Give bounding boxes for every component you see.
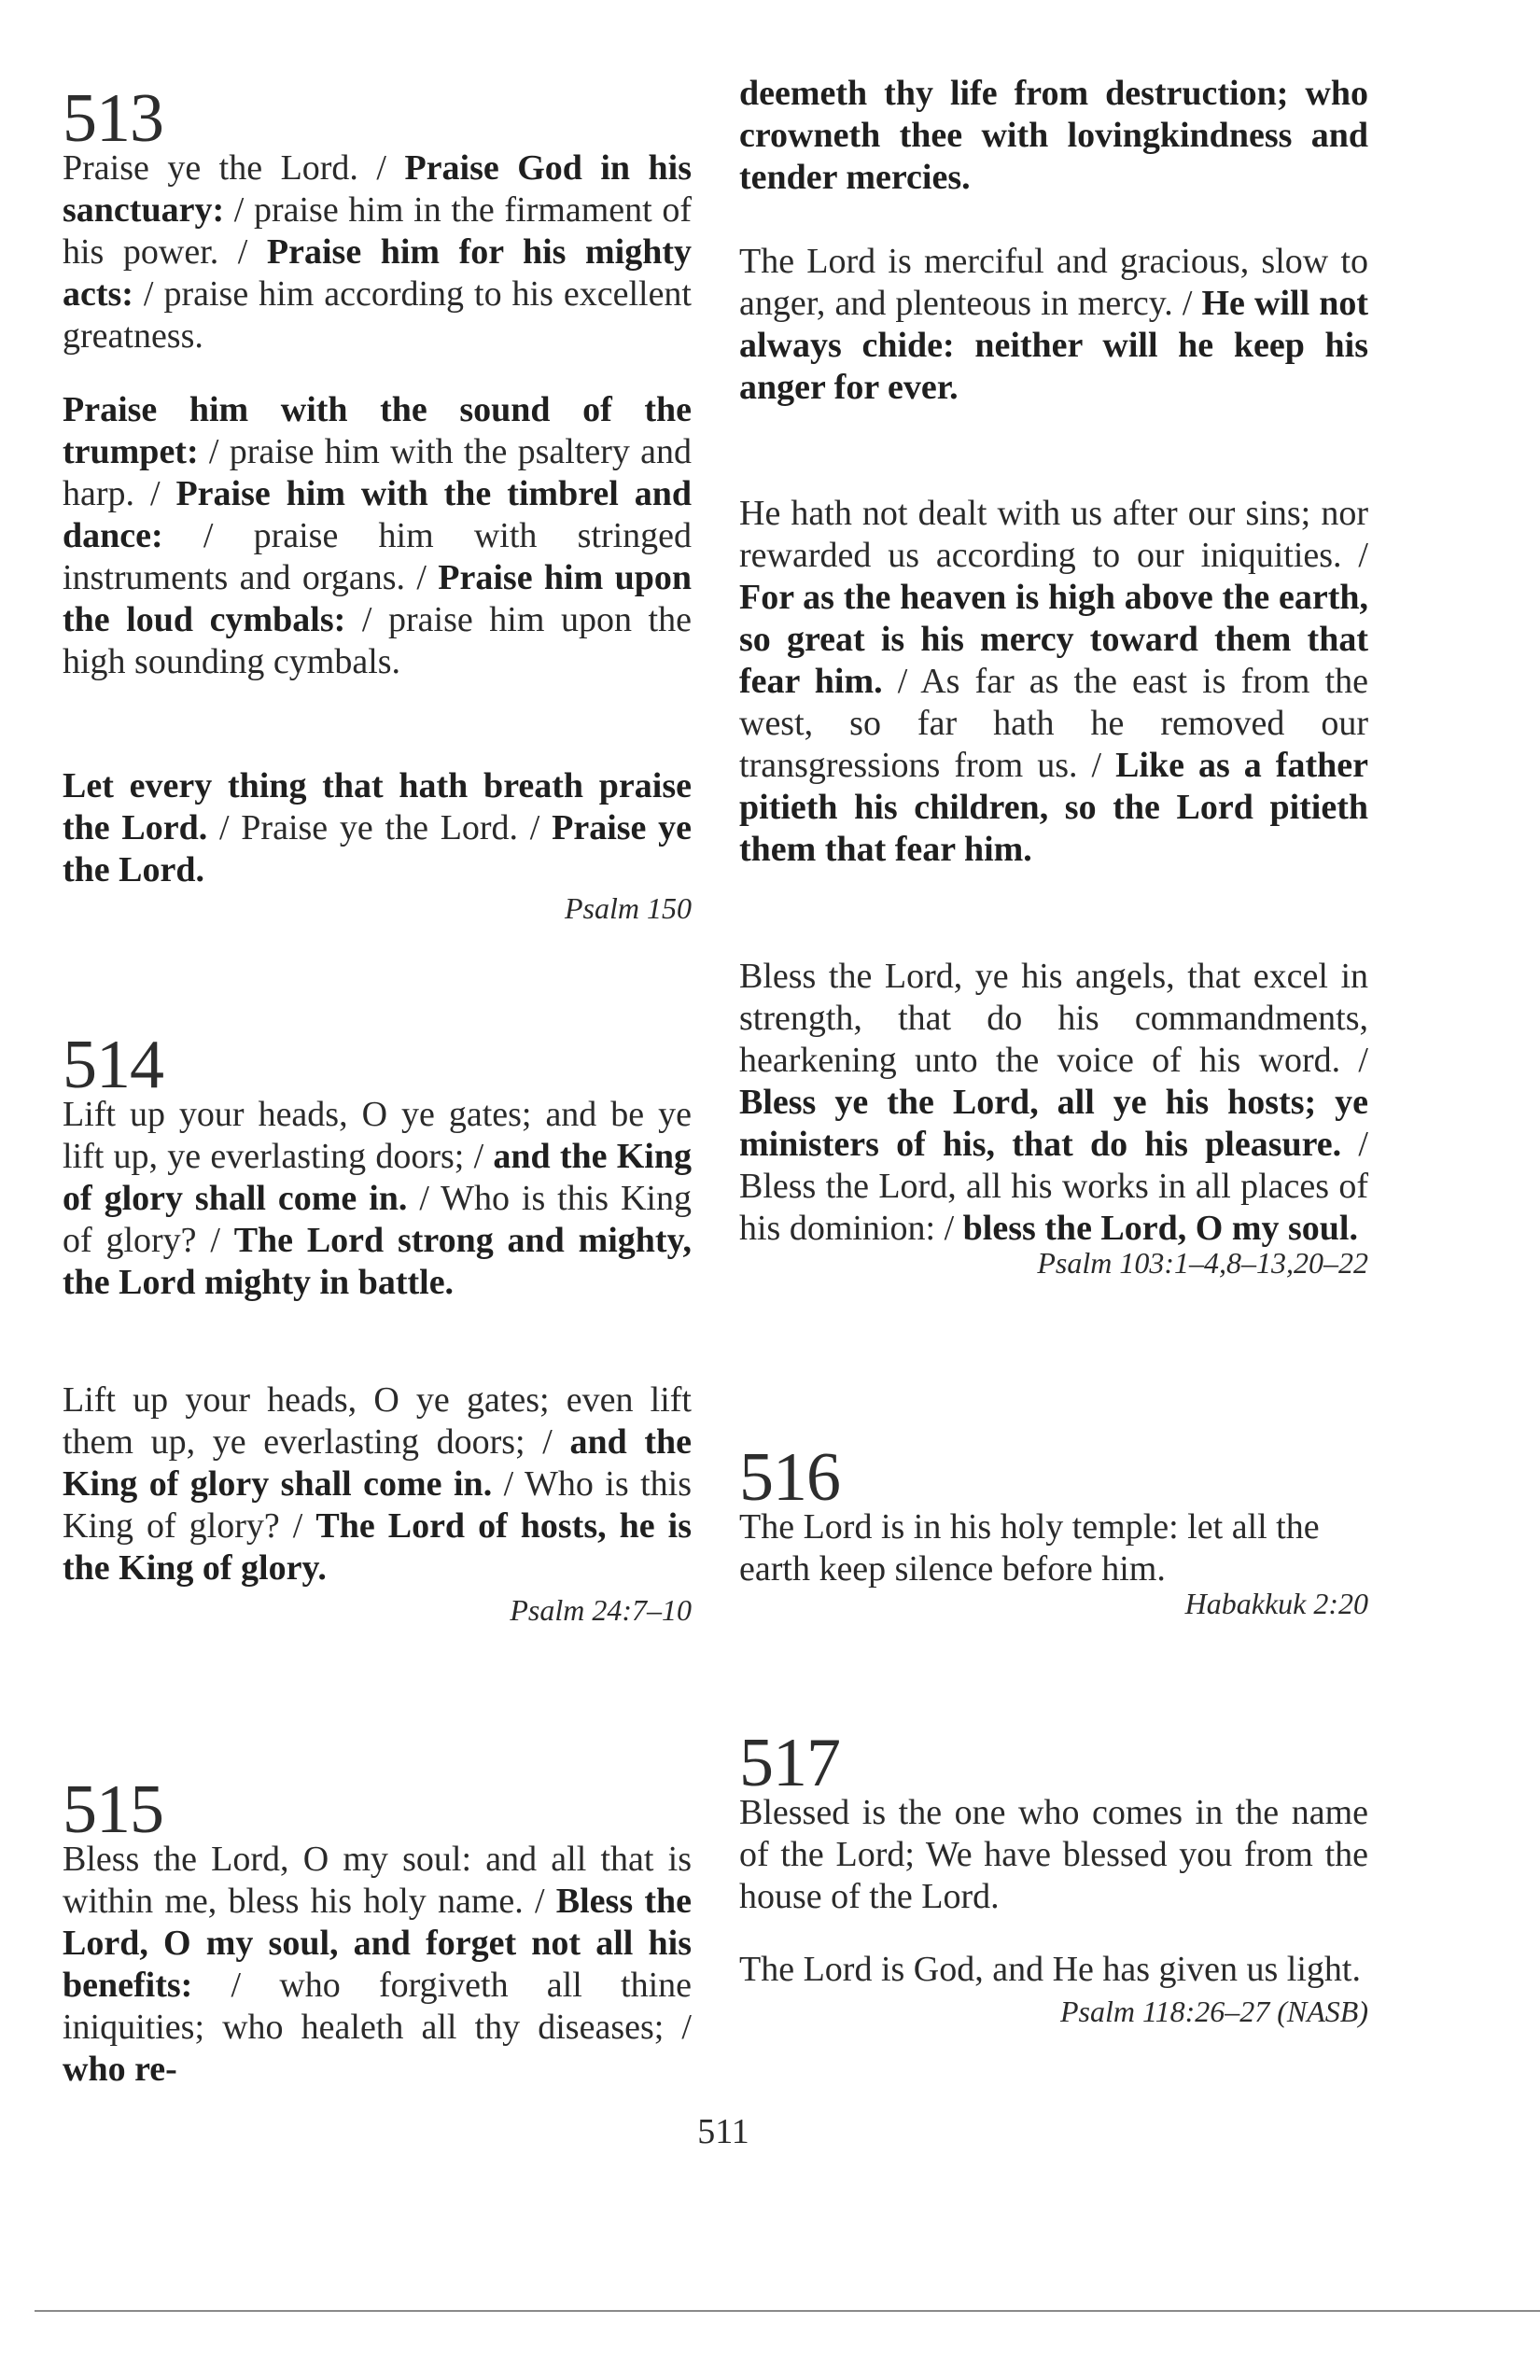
bold-response-text: deemeth thy life from destruction; who crowneth thee with lovingkindness and tender mercies. xyxy=(739,74,1368,197)
citation: Psalm 24:7–10 xyxy=(510,1593,692,1627)
bottom-rule xyxy=(35,2310,1540,2312)
reading-text: / Who is this King of glory? / xyxy=(63,1179,692,1260)
page-number-text: 511 xyxy=(697,2112,749,2151)
bold-response-text: Like as a father pitieth his children, so the Lord pitieth them that fear him. xyxy=(739,746,1368,869)
reading-text: Bless the Lord, ye his angels, that excel in strength, that do his commandments, hearkening unto the voice of his word. / xyxy=(739,957,1368,1080)
reading-text: / praise him upon the high sounding cymbals. xyxy=(63,600,692,681)
bold-response-text: and the King of glory shall come in. xyxy=(63,1137,692,1218)
bold-response-text: Praise God in his sanctuary: xyxy=(63,148,692,230)
bold-response-text: Praise him with the timbrel and dance: xyxy=(63,474,693,555)
citation: Psalm 118:26–27 (NASB) xyxy=(1059,1995,1368,2028)
reading-number: 517 xyxy=(739,1725,840,1801)
reading-number: 516 xyxy=(739,1439,840,1516)
reading-513 xyxy=(63,80,692,357)
reading-515-para-2 xyxy=(739,241,1368,409)
reading-text: Bless the Lord, O my soul: and all that is within me, bless his holy name. / xyxy=(63,1840,692,1921)
bold-response-text: Praise him with the sound of the trumpet: xyxy=(63,390,692,471)
reading-516 xyxy=(739,1439,1368,1622)
reading-paragraph xyxy=(739,956,1368,1250)
bold-response-text: He will not always chide: neither will he keep his anger for ever. xyxy=(739,284,1369,407)
reading-paragraph xyxy=(63,1839,692,2091)
reading-515 xyxy=(63,1771,692,2091)
bold-response-text: Praise him upon the loud cymbals: xyxy=(63,558,692,639)
reading-text: Lift up your heads, O ye gates; and be ye lift up, ye everlasting doors; / xyxy=(63,1095,692,1176)
citation: Psalm 103:1–4,8–13,20–22 xyxy=(1037,1246,1368,1280)
reading-517 xyxy=(739,1725,1368,1918)
reading-paragraph xyxy=(739,73,1368,199)
reading-text: Lift up your heads, O ye gates; even lift them up, ye everlasting doors; / xyxy=(63,1380,692,1462)
reading-text: / who forgiveth all thine iniquities; who healeth all thy diseases; / xyxy=(63,1966,692,2047)
reading-517-para-2 xyxy=(739,1949,1368,2030)
citation: Psalm 150 xyxy=(565,891,692,925)
reading-515-continued xyxy=(739,73,1368,199)
reading-number: 514 xyxy=(63,1027,163,1103)
reading-515-para-4 xyxy=(739,956,1368,1281)
bold-response-text: Praise ye the Lord. xyxy=(63,808,693,889)
reading-paragraph xyxy=(63,1094,692,1304)
reading-number: 513 xyxy=(63,80,163,157)
reading-text: / praise him in the firmament of his power. / xyxy=(63,190,692,272)
reading-text: / As far as the east is from the west, so far hath he removed our transgressions from us. / xyxy=(739,662,1368,785)
reading-text: The Lord is in his holy temple: let all the earth keep silence before him. xyxy=(739,1507,1320,1589)
reading-paragraph xyxy=(63,147,692,357)
bold-response-text: For as the heaven is high above the earth, so great is his mercy toward them that fear him. xyxy=(739,578,1368,701)
reading-text: / Bless the Lord, all his works in all places of his dominion: / xyxy=(739,1125,1368,1248)
bold-response-text: bless the Lord, O my soul. xyxy=(962,1209,1358,1248)
reading-text: Blessed is the one who comes in the name of the Lord; We have blessed you from the house of the Lord. xyxy=(739,1793,1368,1916)
reading-513-para-3 xyxy=(63,765,692,927)
reading-514 xyxy=(63,1027,692,1304)
bold-response-text: and the King of glory shall come in. xyxy=(63,1422,692,1504)
reading-text: He hath not dealt with us after our sins; nor rewarded us according to our iniquities. / xyxy=(739,494,1368,575)
reading-paragraph xyxy=(63,389,692,683)
reading-paragraph xyxy=(63,765,692,891)
reading-paragraph xyxy=(739,1949,1368,1991)
bold-response-text: who re- xyxy=(63,2050,177,2089)
reading-paragraph xyxy=(63,1379,692,1589)
reading-paragraph xyxy=(739,1506,1368,1590)
reading-text: / praise him with stringed instruments and organs. / xyxy=(63,516,692,597)
reading-number: 515 xyxy=(63,1771,163,1848)
reading-text: The Lord is God, and He has given us light. xyxy=(739,1950,1361,1989)
reading-paragraph xyxy=(739,241,1368,409)
bold-response-text: Praise him for his mighty acts: xyxy=(63,232,692,314)
reading-514-para-2 xyxy=(63,1379,692,1629)
reading-text: / praise him according to his excellent greatness. xyxy=(63,274,692,356)
reading-513-para-2 xyxy=(63,389,692,683)
bold-response-text: Bless ye the Lord, all ye his hosts; ye ministers of his, that do his pleasure. xyxy=(739,1083,1368,1164)
reading-text: Praise ye the Lord. / xyxy=(63,148,405,188)
reading-text: / Praise ye the Lord. / xyxy=(207,808,553,847)
reading-text: / Who is this King of glory? / xyxy=(63,1464,692,1546)
bold-response-text: Bless the Lord, O my soul, and forget not all his benefits: xyxy=(63,1882,692,2005)
bold-response-text: The Lord strong and mighty, the Lord mighty in battle. xyxy=(63,1221,692,1302)
reading-paragraph xyxy=(739,1792,1368,1918)
page-number xyxy=(0,2111,1540,2152)
citation: Habakkuk 2:20 xyxy=(1184,1587,1368,1620)
reading-text: The Lord is merciful and gracious, slow to anger, and plenteous in mercy. / xyxy=(739,242,1368,323)
reading-515-para-3 xyxy=(739,493,1368,871)
bold-response-text: The Lord of hosts, he is the King of glory. xyxy=(63,1506,692,1588)
reading-paragraph xyxy=(739,493,1368,871)
bold-response-text: Let every thing that hath breath praise the Lord. xyxy=(63,766,692,847)
reading-text: / praise him with the psaltery and harp. / xyxy=(63,432,692,513)
